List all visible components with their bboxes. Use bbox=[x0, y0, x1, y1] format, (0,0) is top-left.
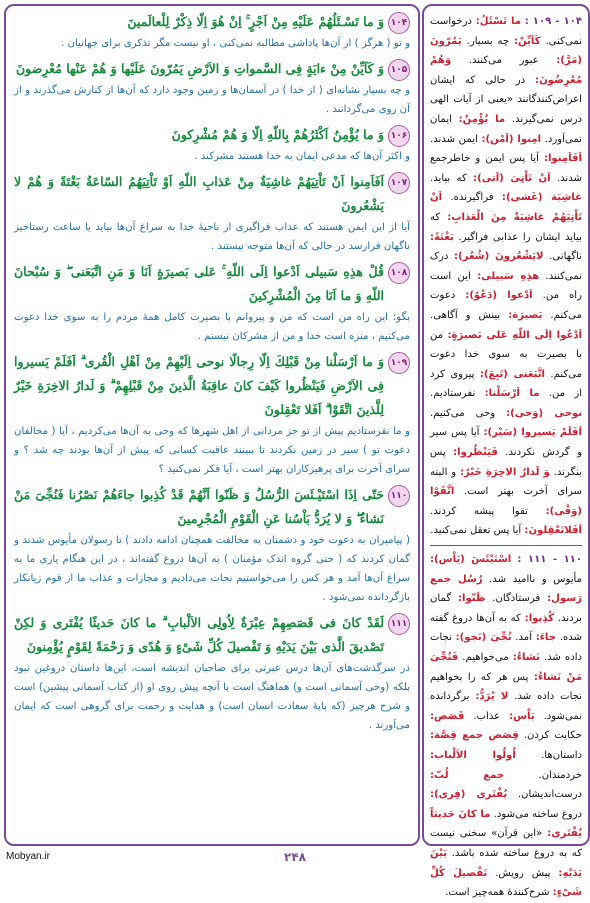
verse-arabic-row bbox=[14, 57, 410, 81]
glossary-divider bbox=[430, 545, 582, 546]
verse-translation: و تو ( هرگز ) از آن‌ها پاداشی مطالبه نمی‌کنی ، او نیست مگر تذکری برای جهانیان . bbox=[60, 38, 410, 49]
verse-number-badge: ۱۰۹ bbox=[388, 352, 410, 374]
site-watermark[interactable]: Mobyan.ir bbox=[6, 851, 50, 862]
glossary-term: فَنُجِّىَ مَنْ نَشاءُ: bbox=[430, 652, 582, 683]
glossary-definition: برگردانده نمی‌شود. bbox=[430, 691, 583, 722]
verse-arabic-row bbox=[14, 170, 410, 218]
verse-translation: و چه بسیار نشانه‌ای ( از خدا ) در آسمان‌ها و زمین وجود دارد که آن‌ها از کنارش می‌گذرند و از آن روی می‌گردانند . bbox=[14, 85, 410, 115]
glossary-term: فَيَنْظُروا: bbox=[453, 447, 498, 459]
glossary-definition: آمد. bbox=[515, 632, 533, 644]
glossary-entry bbox=[430, 525, 582, 536]
glossary-definition: پس بنگرند. bbox=[430, 447, 582, 478]
glossary-definition: عذاب. bbox=[473, 710, 501, 722]
glossary-definition: فرستادگان. bbox=[492, 593, 541, 605]
glossary-term: نوحى (وَحى): bbox=[506, 407, 582, 419]
glossary-term: ما يُؤْمِنُ: bbox=[458, 113, 506, 125]
verse-arabic-text: وَ كَاَيِّنْ مِنْ ءايَةٍ فِى السَّمواتِ وَ الاَرْضِ يَمُرّونَ عَلَيْها وَ هُمْ عَنْها مُعْرِضونَ bbox=[15, 61, 384, 76]
glossary-term: ما تَسْئَلُ: bbox=[475, 16, 522, 27]
glossary-term: كُذِبوا: bbox=[524, 612, 554, 624]
glossary-term: نُجِّىَ (نَجو): bbox=[455, 632, 512, 644]
glossary-definition: ناگهانی. bbox=[549, 251, 582, 263]
verse-number-badge: ۱۱۱ bbox=[388, 613, 410, 635]
verse-translation: آیا از این ایمن هستند که عذاب فراگیری از ناحیهٔ خدا به سراغ آن‌ها بیاید یا ساعت رستاخیز ناگهان فرارسد در حالی که آن‌ها متوجه نیستند . bbox=[14, 222, 410, 252]
glossary-definition: خردمندان. bbox=[538, 769, 582, 781]
verse-translation: ( پیامبران به دعوت خود و دشمنان به مخالفت همچنان ادامه دادند ) تا رسولان مأیوس شدند و گمان کردند که ( حتی گروه اندک مؤمنان ) به آن‌ها دروغ گفته‌اند ، در این هنگام یاری ما به سراغ آن‌ها آمد و هر کس را می‌خواستیم نجات می‌دادیم و مجازات و عذاب ما از قوم زیانکار بازگردانده نمی‌شود . bbox=[14, 535, 410, 603]
glossary-term: ما كانَ حَديثاً يُفْتَرى: bbox=[430, 808, 582, 840]
glossary-definition: آیا پس ایمن و خاطرجمع شدند. bbox=[430, 153, 582, 184]
glossary-term: ظَنّوا: bbox=[457, 593, 486, 605]
verse-block bbox=[14, 10, 410, 53]
verse-arabic-row bbox=[14, 350, 410, 422]
glossary-definition: نفرستادیم. bbox=[430, 388, 476, 400]
glossary-definition: مأیوس و ناامید شد. bbox=[489, 573, 582, 585]
glossary-term: اَفَلَمْ يَسيروا (سَيْر): bbox=[483, 427, 583, 439]
glossary-definition: «این قرآن» سخنی نیست که به دروغ ساخته شده باشد. bbox=[430, 828, 582, 859]
glossary-term: بَصيرَة: bbox=[508, 309, 543, 321]
verse-arabic-text: وَ ما يُؤْمِنُ اَكْثَرُهُمْ بِاللّهِ اِلّا وَ هُمْ مُشْرِكونَ bbox=[171, 127, 384, 142]
glossary-term: اَنْ تَاْتِىَ (اَتى): bbox=[473, 172, 551, 184]
glossary-term: وَهُمْ مُعْرِضُونَ: bbox=[430, 55, 582, 86]
glossary-term: لا يُرَدُّ: bbox=[475, 691, 509, 703]
glossary-definition: گمان بردند. bbox=[430, 593, 582, 624]
verse-arabic-row bbox=[14, 483, 410, 531]
glossary-entry bbox=[430, 408, 582, 419]
verse-arabic-row bbox=[14, 260, 410, 308]
verse-block bbox=[14, 123, 410, 166]
glossary-entry bbox=[430, 173, 551, 184]
glossary-term: اَفَلاتَعْقِلونَ: bbox=[524, 525, 582, 537]
glossary-definition: پیش رویش. bbox=[495, 867, 551, 879]
glossary-term: غاشِيَة (غَشى): bbox=[501, 192, 582, 204]
glossary-definition: و البته سرای آخرت بهتر است. bbox=[430, 466, 582, 498]
verse-block bbox=[14, 350, 410, 479]
glossary-term: قَصَص: bbox=[430, 710, 465, 722]
glossary-term: يَمُرّونَ (مَرَّ): bbox=[430, 35, 583, 67]
glossary-term: بَاْس: bbox=[509, 710, 535, 722]
glossary-verse-range: ۱۱۰ - ۱۱۱ : bbox=[517, 554, 582, 566]
glossary-definition: چه بسیار. bbox=[466, 35, 510, 47]
page-number: ۲۴۸ bbox=[284, 850, 306, 864]
glossary-definition: شرح‌کنندهٔ همه‌چیز است. bbox=[445, 887, 550, 899]
glossary-entry bbox=[462, 36, 541, 47]
verse-block bbox=[14, 57, 410, 119]
verse-number-badge: ۱۰۴ bbox=[388, 12, 410, 34]
glossary-term: وَ لَدارُ الاخِرَةِ خَيْرٌ: bbox=[459, 466, 550, 478]
verse-number-badge: ۱۰۸ bbox=[388, 262, 410, 284]
glossary-definition: می‌خواهیم. bbox=[462, 652, 509, 663]
glossary-definition: درست‌اندیشان. bbox=[517, 789, 582, 801]
verse-number-badge: ۱۰۵ bbox=[388, 59, 410, 81]
verse-arabic-text: قُلْ هذِهِ سَبيلى اَدْعوا اِلَى اللّهِ ۚ عَلى بَصيرَةٍ اَنَا وَ مَنِ اتَّبَعَنى ۖ وَ سُبْحانَ اللّهِ وَ ما اَنَا مِنَ الْمُشْرِكينَ bbox=[14, 264, 384, 303]
glossary-entry bbox=[464, 711, 534, 722]
glossary-term: ما اَرْسَلْنا: bbox=[484, 388, 540, 400]
verse-arabic-row bbox=[14, 10, 410, 34]
glossary-definition: پس هر که را بخواهیم نجات داده شد. bbox=[430, 671, 582, 703]
glossary-definition: درخواست نمی‌کنی. bbox=[430, 16, 582, 47]
verse-number-badge: ۱۰۶ bbox=[388, 125, 410, 147]
glossary-term: هذِهِ سَبيلى: bbox=[477, 270, 540, 282]
glossary-definition: تقوا پیشه کردند. bbox=[430, 505, 528, 517]
glossary-definition: ایمن شدند. bbox=[430, 133, 478, 145]
glossary-definition: نجات داده شد. bbox=[430, 632, 583, 663]
glossary-definition: آیا پس تعقل نمی‌کنید. bbox=[430, 525, 522, 537]
verses-panel bbox=[4, 4, 420, 846]
glossary-term: امِنوا (اَمْن): bbox=[481, 133, 542, 145]
glossary-term: رُسُل جمع رَسول: bbox=[430, 573, 582, 605]
glossary-definition: آیا پس سیر و گردش نکردند. bbox=[430, 427, 582, 459]
verse-block bbox=[14, 260, 410, 346]
glossary-entry bbox=[442, 192, 582, 203]
glossary-term: كَاَيِّنْ: bbox=[514, 35, 541, 47]
glossary-entry bbox=[430, 134, 541, 145]
glossary-definition: حکایت کردن. bbox=[523, 730, 582, 742]
glossary-term: بَيْنَ يَدَيْهِ: bbox=[430, 847, 582, 879]
verse-arabic-row bbox=[14, 611, 410, 659]
glossary-term: اَنْ تَاْتِيَهُمْ غاشِيَةٌ مِنَ الْعَذابِ: bbox=[430, 192, 582, 223]
glossary-term: اَفَاَمِنوا: bbox=[543, 153, 582, 165]
glossary-term: تَفْصيلَ كُلِّ شَىْءٍ: bbox=[430, 867, 582, 899]
verse-translation: در سرگذشت‌های آن‌ها درس عبرتی برای صاحبان اندیشه است، این‌ها داستان دروغین نبود بلکه (وحی آسمانی است و) هماهنگ است با آنچه پیش روی او (از کتاب آسمانی پیشین) است و شرح هرچیز (که پایهٔ سعادت انسان است) و هدایت و رحمت برای گروهی است که ایمان می‌آورند . bbox=[14, 663, 410, 731]
glossary-definition: عبور می‌کنند. bbox=[468, 55, 539, 67]
glossary-term: نَشاءُ: bbox=[512, 652, 540, 663]
glossary-definition: در حالی که ایشان اعراض‌کنندگانند «یعنی از آیات الهی درس نمی‌گیرند. bbox=[430, 74, 582, 125]
glossary-term: اَدْعوا (دَعْوٌ): bbox=[465, 290, 533, 302]
glossary-definition: پیروی کرد از من. bbox=[430, 368, 582, 400]
verses-list bbox=[6, 6, 418, 735]
glossary-definition: که به آن‌ها دروغ گفته شده. bbox=[430, 612, 582, 644]
glossary-term: اتَّقَوْا (وَقْى): bbox=[430, 486, 582, 517]
glossary-term: بَغْتَةً: bbox=[430, 231, 454, 243]
glossary-definition: فراگیرنده. bbox=[450, 192, 494, 204]
glossary-definition: که بیاید ایشان را عذابی فراگیر. bbox=[430, 211, 582, 243]
verse-block bbox=[14, 170, 410, 256]
glossary-definition: ایمان نمی‌آورد. bbox=[430, 113, 582, 145]
glossary-entry bbox=[430, 388, 539, 399]
glossary-verse-range: ۱۰۴ - ۱۰۹ : bbox=[524, 16, 582, 27]
glossary-term: لايَشْعُرونَ (شُعُر): bbox=[454, 251, 544, 263]
glossary-definition: دروغ ساخته می‌شود. bbox=[493, 808, 582, 820]
glossary-list bbox=[424, 6, 588, 903]
verse-arabic-text: حَتّى اِذَا اسْتَيْـئَسَ الرُّسُلُ وَ ظَنّوا اَنَّهُمْ قَدْ كُذِبوا جاءَهُمْ نَصْرُنا فَنُجِّىَ مَنْ نَشاءُ ۖ وَ لا يُرَدُّ بَاْسُنا عَنِ الْقَوْمِ الْمُجْرِمينَ bbox=[14, 487, 384, 526]
glossary-entry bbox=[430, 310, 542, 321]
glossary-entry bbox=[458, 652, 540, 663]
glossary-term: اسْتَيْئَسَ (يَاْس): bbox=[430, 554, 512, 566]
verse-arabic-text: اَفَاَمِنوا اَنْ تَاْتِيَهُمْ غاشِيَةٌ مِنْ عَذابِ اللّهِ اَوْ تَاْتِيَهُمُ السّاعَةُ بَغْتَةً وَ هُمْ لا يَشْعُرونَ bbox=[14, 174, 384, 213]
verse-translation: و اکثر آن‌ها که مدعی ایمان به خدا هستند مشرکند . bbox=[194, 151, 410, 162]
verse-number-badge: ۱۰۷ bbox=[388, 172, 410, 194]
glossary-term: يُفْتَرى (فِرى): bbox=[430, 789, 508, 801]
verse-arabic-row bbox=[14, 123, 410, 147]
glossary-term: اَدْعُوا اِلَى اللّهِ عَلى بَصيرَةٍ: bbox=[447, 329, 582, 341]
glossary-definition: من با بصیرت به سوی خدا دعوت می‌کنم. bbox=[430, 329, 582, 380]
glossary-term: اُولُوا الاَلْباب: bbox=[430, 749, 516, 761]
verse-arabic-text: وَ ما اَرْسَلْنا مِنْ قَبْلِكَ اِلّا رِجالًا نوحى اِلَيْهِمْ مِنْ اَهْلِ الْقُرى ۗ اَفَلَمْ يَسيروا فِى الاَرْضِ فَيَنْظُروا كَيْفَ كانَ عاقِبَةُ الَّذينَ مِنْ قَبْلِهِمْ ۗ وَ لَدارُ الاخِرَةِ خَيْرٌ لِلَّذينَ اتَّقَوْا ۗ اَفَلا تَعْقِلونَ bbox=[14, 354, 384, 417]
verse-arabic-text: لَقَدْ كانَ فى قَصَصِهِمْ عِبْرَةٌ لِاُولِى الاَلْبابِ ۗ ما كانَ حَديثًا يُفْتَرى وَ لكِنْ تَصْديقَ الَّذى بَيْنَ يَدَيْهِ وَ تَفْصيلَ كُلِّ شَىْءٍ وَ هُدًى وَ رَحْمَةً لِقَوْمٍ يُؤْمِنونَ bbox=[14, 615, 384, 654]
glossary-definition: بینش و آگاهی. bbox=[430, 309, 501, 321]
glossary-term: جمع لُبّ: bbox=[430, 769, 505, 781]
verse-block bbox=[14, 611, 410, 735]
glossary-panel bbox=[422, 4, 590, 899]
verse-translation: و ما نفرستادیم پیش از تو جز مردانی از اهل شهرها که وحی به آن‌ها می‌کردیم ، آیا ( مخالفان دعوت تو ) سیر در زمین نکردند تا ببینند عاقبت کسانی که پیش از آن‌ها بودند چه شد ؟ و سرای آخرت برای پرهیزکاران بهتر است ، آیا فکر نمی‌کنید ؟ bbox=[14, 426, 410, 475]
glossary-definition: دعوت می‌کنم. bbox=[430, 290, 582, 321]
glossary-definition: درک نمی‌کنند. bbox=[430, 251, 582, 282]
glossary-term: قِصَص جمع قِصَّة: bbox=[430, 730, 519, 742]
verse-block bbox=[14, 483, 410, 607]
verse-arabic-text: وَ ما تَسْـئَلُهُمْ عَلَيْهِ مِنْ اَجْرٍ ۚ اِنْ هُوَ اِلّا ذِكْرٌ لِلْعالَمينَ bbox=[127, 14, 384, 29]
glossary-definition: که بیاید. bbox=[430, 172, 467, 184]
glossary-term: اتَّبَعَنى (تَبِعَ): bbox=[479, 368, 545, 380]
glossary-definition: این است راه من. bbox=[430, 270, 582, 302]
verse-number-badge: ۱۱۰ bbox=[388, 485, 410, 507]
glossary-entry bbox=[512, 632, 556, 643]
glossary-definition: داستان‌ها. bbox=[541, 749, 582, 761]
verse-translation: بگو: این راه من است که من و پیروانم با بصیرت کامل همهٔ مردم را به سوی خدا دعوت می‌کنیم ، منزه است خدا و من از مشرکان نیستم . bbox=[14, 312, 410, 342]
glossary-definition: وحی می‌کنیم. bbox=[430, 407, 496, 419]
glossary-term: جاءَ: bbox=[535, 632, 556, 644]
